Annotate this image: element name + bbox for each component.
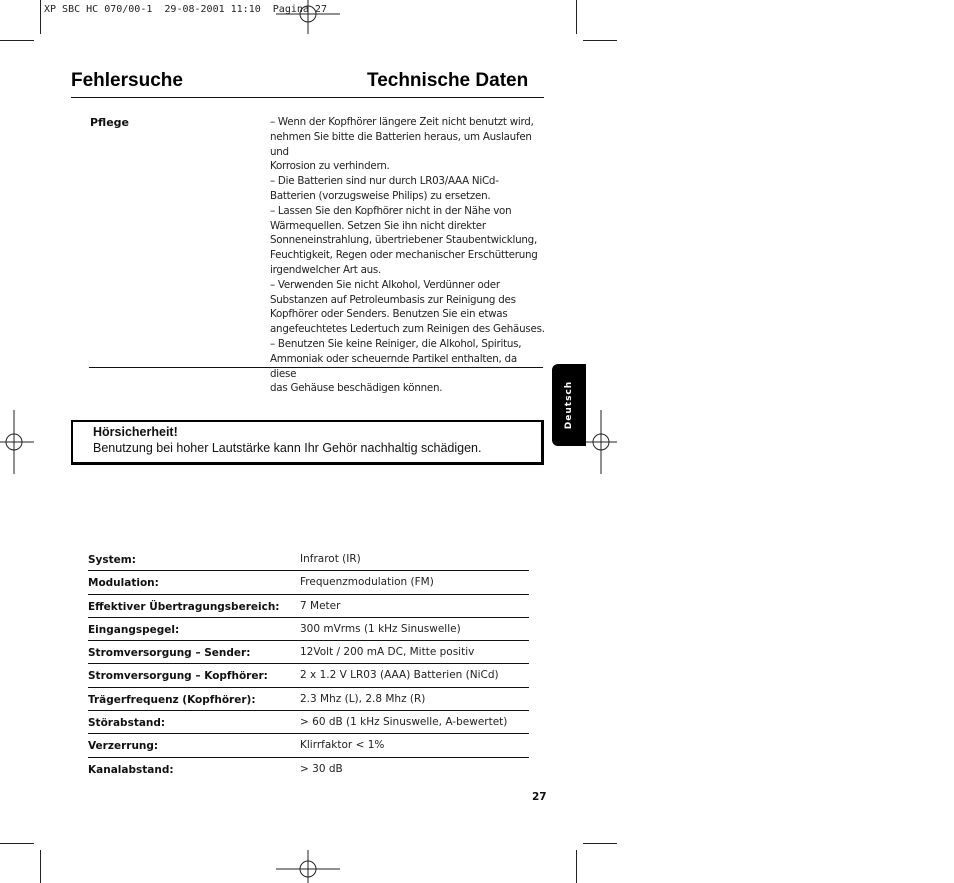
care-line: irgendwelcher Art aus.: [270, 263, 382, 276]
crop-mark: [576, 0, 577, 34]
registration-mark-right-icon: [583, 410, 617, 474]
spec-label: Stromversorgung – Sender:: [88, 647, 251, 660]
spec-label: Verzerrung:: [88, 740, 159, 753]
crop-mark: [40, 0, 41, 34]
spec-value: 300 mVrms (1 kHz Sinuswelle): [300, 622, 461, 635]
care-text: [270, 115, 546, 396]
table-row: [88, 618, 529, 641]
care-line: nehmen Sie bitte die Batterien heraus, um Auslaufen und: [270, 130, 532, 158]
crop-mark: [583, 40, 617, 41]
spec-label: Effektiver Übertragungsbereich:: [88, 600, 280, 613]
care-line: das Gehäuse beschädigen können.: [270, 382, 443, 395]
crop-mark: [40, 850, 41, 883]
heading-fehlersuche: Fehlersuche: [71, 70, 183, 91]
spec-value: 12Volt / 200 mA DC, Mitte positiv: [300, 646, 475, 659]
spec-label: Modulation:: [88, 577, 159, 590]
care-line: Wärmequellen. Setzen Sie ihn nicht direkter: [270, 219, 486, 232]
table-row: [88, 595, 529, 618]
table-row: [88, 641, 529, 664]
spec-value: Frequenzmodulation (FM): [300, 576, 434, 589]
language-tab-label: Deutsch: [564, 380, 575, 430]
table-row: [88, 758, 529, 780]
spec-label: Stromversorgung – Kopfhörer:: [88, 670, 268, 683]
care-line: – Die Batterien sind nur durch LR03/AAA NiCd-: [270, 175, 499, 188]
language-tab: [552, 364, 586, 446]
care-line: Sonneneinstrahlung, übertriebener Staubentwicklung,: [270, 234, 537, 247]
registration-mark-top-icon: [276, 0, 340, 34]
registration-mark-bottom-icon: [276, 850, 340, 883]
table-row: [88, 711, 529, 734]
hearing-safety-text: Benutzung bei hoher Lautstärke kann Ihr Gehör nachhaltig schädigen.: [93, 441, 482, 455]
table-row: [88, 688, 529, 711]
hearing-safety-title: Hörsicherheit!: [93, 425, 178, 439]
table-row: [88, 548, 529, 571]
spec-value: > 30 dB: [300, 762, 343, 775]
spec-label: System:: [88, 554, 136, 566]
care-line: Kopfhörer oder Senders. Benutzen Sie ein etwas: [270, 308, 508, 321]
registration-mark-left-icon: [0, 410, 34, 474]
spec-value: Infrarot (IR): [300, 553, 361, 565]
heading-technische-daten: Technische Daten: [367, 70, 529, 91]
crop-mark: [576, 850, 577, 883]
crop-mark: [0, 40, 34, 41]
page-number: 27: [532, 791, 547, 803]
care-line: Ammoniak oder scheuernde Partikel enthalten, da diese: [270, 352, 517, 380]
spec-value: > 60 dB (1 kHz Sinuswelle, A-bewertet): [300, 716, 508, 729]
spec-value: Klirrfaktor < 1%: [300, 739, 385, 752]
spec-value: 2.3 Mhz (L), 2.8 Mhz (R): [300, 692, 426, 705]
header-rule: [71, 97, 544, 98]
print-slug: XP SBC HC 070/00-1 29-08-2001 11:10 Pagina 27: [44, 4, 327, 15]
care-line: – Verwenden Sie nicht Alkohol, Verdünner oder: [270, 278, 500, 291]
care-line: Feuchtigkeit, Regen oder mechanischer Erschütterung: [270, 249, 538, 262]
care-line: Korrosion zu verhindern.: [270, 160, 390, 173]
care-line: – Lassen Sie den Kopfhörer nicht in der Nähe von: [270, 204, 512, 217]
spec-label: Eingangspegel:: [88, 623, 180, 636]
spec-value: 2 x 1.2 V LR03 (AAA) Batterien (NiCd): [300, 669, 499, 682]
crop-mark: [0, 843, 34, 844]
table-row: [88, 664, 529, 687]
spec-label: Trägerfrequenz (Kopfhörer):: [88, 693, 256, 706]
care-line: – Wenn der Kopfhörer längere Zeit nicht benutzt wird,: [270, 116, 534, 128]
spec-label: Störabstand:: [88, 717, 166, 730]
care-line: Substanzen auf Petroleumbasis zur Reinigung des: [270, 293, 516, 306]
table-row: [88, 734, 529, 757]
hearing-safety-box: [71, 420, 544, 465]
crop-mark: [583, 843, 617, 844]
table-row: [88, 571, 529, 594]
care-label: Pflege: [90, 116, 130, 129]
spec-label: Kanalabstand:: [88, 763, 174, 776]
care-line: angefeuchtetes Ledertuch zum Reinigen des Gehäuses.: [270, 323, 545, 336]
spec-value: 7 Meter: [300, 599, 341, 612]
care-line: – Benutzen Sie keine Reiniger, die Alkohol, Spiritus,: [270, 337, 522, 350]
specs-table: [88, 548, 529, 780]
care-line: Batterien (vorzugsweise Philips) zu ersetzen.: [270, 189, 491, 202]
care-rule: [89, 367, 543, 368]
